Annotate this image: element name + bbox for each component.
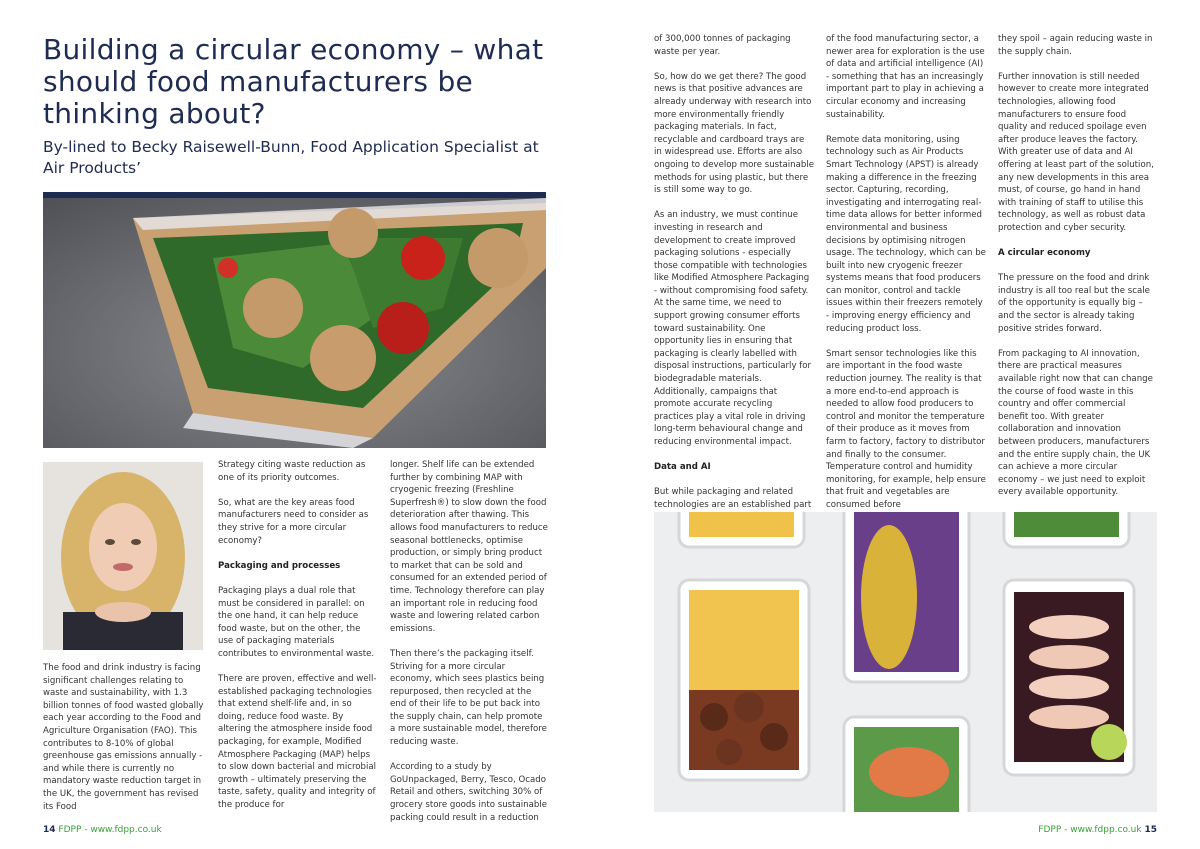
column-right-2 <box>826 33 986 524</box>
paragraph: Then there’s the packaging itself. Striving for a more circular economy, which sees plastics being repurposed, then recycled at the end of their life to be put back into the supply chain, can help promote a more sustainable model, therefore reducing waste. <box>390 648 547 748</box>
footer-site-left: FDPP - www.fdpp.co.uk <box>58 825 162 835</box>
paragraph: Smart sensor technologies like this are important in the food waste reduction journey. The reality is that a more end-to-end approach is needed to allow food producers to control and monitor the temperature of their produce as it moves from farm to factory, factory to distributor and finally to the consumer. Temperature control and humidity monitoring, for example, help ensure that fruit and vegetables are consumed before <box>826 348 986 510</box>
paragraph: of the food manufacturing sector, a newer area for exploration is the use of data and artificial intelligence (AI) - something that has an increasingly important part to play in achieving a circular economy and increasing sustainability. <box>826 34 985 120</box>
paragraph: they spoil – again reducing waste in the supply chain. <box>998 34 1153 57</box>
column-left-2 <box>218 459 378 824</box>
article-byline: By-lined to Becky Raisewell-Bunn, Food Application Specialist at Air Products’ <box>43 138 539 177</box>
salad-packaging-image <box>43 198 546 448</box>
article-title: Building a circular economy – what should food manufacturers be thinking about? <box>43 33 544 130</box>
section-heading-packaging: Packaging and processes <box>218 560 341 571</box>
meal-containers-image <box>654 512 1157 812</box>
page-number-left: 14 <box>43 825 56 835</box>
section-heading-data-ai: Data and AI <box>654 462 711 473</box>
paragraph: of 300,000 tonnes of packaging waste per year. <box>654 34 791 57</box>
salad-packaging-graphic <box>43 198 546 448</box>
paragraph: Further innovation is still needed however to create more integrated technologies, allowing food manufacturers to ensure food quality and reduced spoilage even after produce leaves the factory. With greater use of data and AI offering at least part of the solution, any new developments in this area must, of course, go hand in hand with training of staff to utilise this technology, as well as robust data protection and cyber security. <box>998 71 1154 233</box>
paragraph: Remote data monitoring, using technology such as Air Products Smart Technology (APST) is already making a difference in the freezing sector. Capturing, recording, investigating and interrogating real-time data allows for better informed environmental and business decisions by optimising nitrogen usage. The technology, which can be built into new cryogenic freezer systems means that food producers can monitor, control and tackle issues within their freezers remotely - improving energy efficiency and reducing product loss. <box>826 134 986 334</box>
author-portrait-image <box>43 462 203 650</box>
paragraph: As an industry, we must continue investing in research and development to create improved packaging solutions - especially those compatible with technologies like Modified Atmosphere Packaging - without compromising food safety. At the same time, we need to support growing consumer efforts toward sustainability. One opportunity lies in ensuring that packaging is clearly labelled with disposal instructions, particularly for biodegradable materials. Additionally, campaigns that promote accurate recycling practices play a vital role in driving long-term behavioural change and reducing environmental impact. <box>654 210 812 447</box>
column-right-1 <box>654 33 814 524</box>
footer-right <box>1038 824 1157 836</box>
author-portrait-graphic <box>43 462 203 650</box>
paragraph: There are proven, effective and well-established packaging technologies that extend shelf-life and, in so doing, reduce food waste. By altering the atmosphere inside food packaging, for example, Modified Atmosphere Packaging (MAP) helps to slow down bacterial and microbial growth – ultimately preserving the taste, safety, quality and integrity of the produce for <box>218 674 377 811</box>
paragraph: The food and drink industry is facing significant challenges relating to waste and sustainability, with 1.3 billion tonnes of food wasted globally each year according to the Food and Agriculture Organisation (FAO). This contributes to 8-10% of global greenhouse gas emissions annually - and while there is currently no mandatory waste reduction target in the UK, the government has revised its Food <box>43 663 204 812</box>
footer-site-right: FDPP - www.fdpp.co.uk <box>1038 825 1142 835</box>
page-number-right: 15 <box>1144 825 1157 835</box>
paragraph: longer. Shelf life can be extended further by combining MAP with cryogenic freezing (Freshline Superfresh®) to slow down the food deterioration after thawing. This allows food manufacturers to reduce seasonal bottlenecks, optimise production, or simply bring product to market that can be sold and consumed for an extended period of time. Technology therefore can play an important role in reducing food waste and lowering related carbon emissions. <box>390 460 548 634</box>
footer-left <box>43 824 162 836</box>
paragraph: Strategy citing waste reduction as one of its priority outcomes. <box>218 460 366 483</box>
column-left-1 <box>43 662 206 826</box>
paragraph: But while packaging and related technologies are an established part <box>654 487 812 510</box>
meal-containers-graphic <box>654 512 1157 812</box>
section-heading-circular-economy: A circular economy <box>998 248 1091 259</box>
paragraph: The pressure on the food and drink industry is all too real but the scale of the opportunity is equally big – and the sector is already taking positive strides forward. <box>998 273 1150 334</box>
column-left-3 <box>390 459 550 837</box>
column-right-3 <box>998 33 1158 512</box>
paragraph: From packaging to AI innovation, there are practical measures available right now that can change the course of food waste in this country and offer commercial benefit too. With greater collaboration and innovation between producers, manufacturers and the entire supply chain, the UK can achieve a more circular economy – we just need to exploit every available opportunity. <box>998 348 1153 498</box>
paragraph: So, what are the key areas food manufacturers need to consider as they strive for a more circular economy? <box>218 497 369 546</box>
paragraph: So, how do we get there? The good news is that positive advances are already underway with research into more environmentally friendly packaging materials. In fact, recyclable and cardboard trays are in widespread use. Efforts are also ongoing to develop more sustainable methods for using plastic, but there is still some way to go. <box>654 71 815 196</box>
paragraph: Packaging plays a dual role that must be considered in parallel: on the one hand, it can help reduce food waste, but on the other, the use of packaging materials contributes to environmental waste. <box>218 585 375 659</box>
paragraph: According to a study by GoUnpackaged, Berry, Tesco, Ocado Retail and others, switching 30% of grocery store goods into sustainable packing could result in a reduction <box>390 762 547 823</box>
